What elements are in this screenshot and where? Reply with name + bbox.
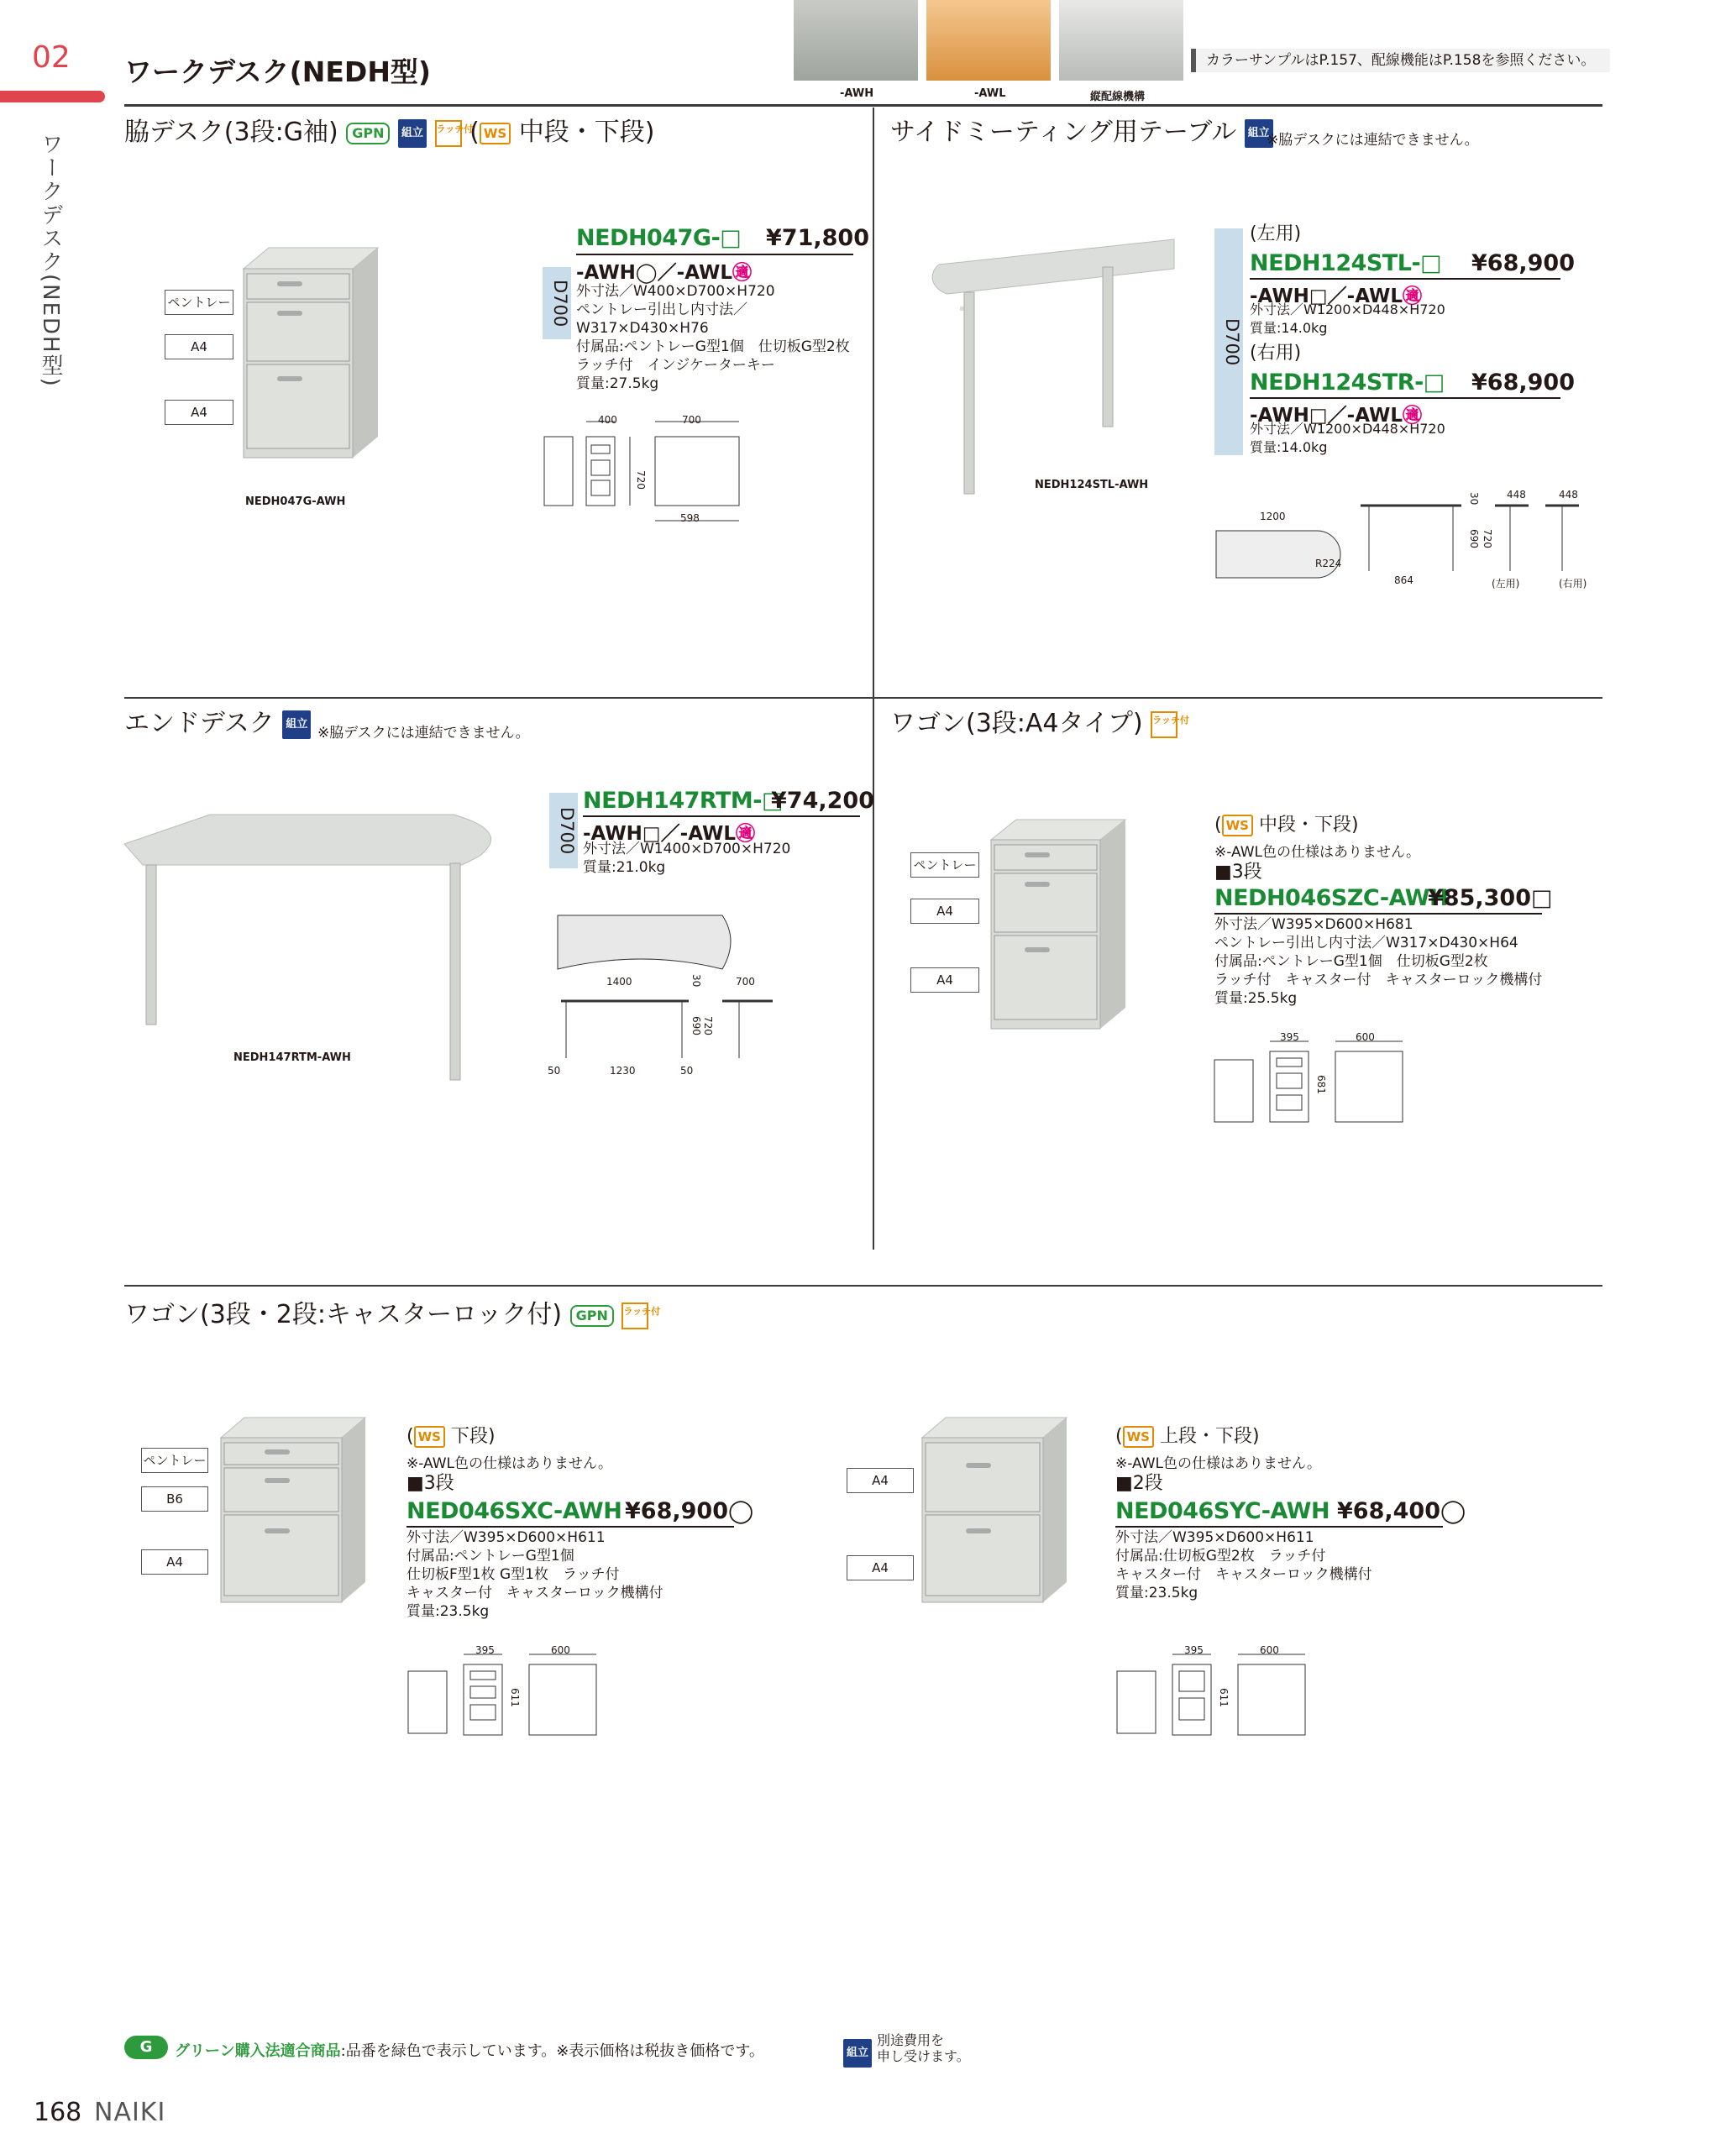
dimension-label: 395 [1280,1031,1299,1043]
side-desk-title-text: 脇デスク(3段:G袖) [124,118,338,147]
side-desk-image [235,244,386,462]
product-specs: 外寸法／W395×D600×H681 ペントレー引出し内寸法／W317×D430×H64 付属品:ペントレーG型1個 仕切板G型2枚 ラッチ付 キャスター付 キャスターロック機構付 質量:25.5kg [1214,916,1543,1007]
pentray-label: ペントレー [165,290,233,315]
product-code: NEDH047G-□ [576,225,742,251]
wagon-2tier-image [915,1414,1075,1624]
assembly-note: 別途費用を 申し受けます。 [877,2032,970,2064]
dimension-label: 720 [635,470,647,490]
product-price: ¥74,200 [771,788,874,814]
swatch-awh [794,0,918,81]
swatch-label-wiring: 縦配線機構 [1090,91,1146,103]
color-reference-note [1191,49,1610,72]
brand-name: NAIKI [94,2098,166,2127]
a4-label: A4 [910,967,979,993]
latch-badge: ラッチ付 [1151,711,1177,738]
end-desk-image [118,806,521,1092]
made-to-order-icon: ㊜ [1403,286,1423,307]
ws-note: ( WS 下段) [406,1426,496,1447]
dimension-label: 600 [1356,1031,1375,1043]
ws-badge: WS [414,1426,445,1448]
product-specs: 外寸法／W400×D700×H720 ペントレー引出し内寸法／ W317×D430×H76 付属品:ペントレーG型1個 仕切板G型2枚 ラッチ付 インジケーターキー 質量:27.5kg [576,283,850,392]
dimension-label: 448 [1559,489,1578,501]
product-specs: 外寸法／W1200×D448×H720 質量:14.0kg [1250,301,1445,336]
code-underline [1214,913,1542,915]
green-purchase-logo: G [124,2036,168,2059]
a4-label: A4 [141,1549,208,1575]
dimension-label: 864 [1394,574,1413,586]
latch-badge: ラッチ付 [435,120,462,147]
page-title: ワークデスク(NEDH型) [124,55,432,88]
product-specs: 外寸法／W1200×D448×H720 質量:14.0kg [1250,421,1445,455]
product-price: ¥68,900◯ [625,1498,754,1524]
ws-badge: WS [480,123,511,144]
dimension-label: 600 [1260,1644,1279,1656]
dimension-label: 50 [680,1065,694,1077]
made-to-order-icon: ㊜ [732,262,753,284]
paren-open: ( [469,118,480,147]
dimension-label: 611 [509,1688,521,1707]
product-code: NEDH124STL-□ [1250,250,1442,276]
dimension-label: 720 [702,1016,714,1035]
color-reference-text: カラーサンプルはP.157、配線機能はP.158を参照ください。 [1206,52,1596,69]
dimension-label: 30 [1468,492,1480,506]
code-underline [583,815,860,817]
gpn-badge: GPN [346,123,390,144]
made-to-order-icon: ㊜ [736,823,756,845]
product-code: NEDH147RTM-□ [583,788,783,814]
pentray-label: ペントレー [910,852,979,878]
side-table-image [897,227,1199,504]
assembly-badge: 組立 [282,710,311,739]
side-desk-title [124,118,654,148]
assembly-badge: 組立 [398,119,427,148]
swatch-label-awl: -AWL [974,87,1006,100]
product-code: NED046SXC-AWH [406,1498,622,1524]
swatch-awl [926,0,1051,81]
dimension-label: 690 [1468,529,1480,548]
a4-label: A4 [165,400,233,425]
pentray-label: ペントレー [141,1448,208,1473]
dimension-label: 700 [736,976,755,988]
dimension-label: 395 [1184,1644,1204,1656]
variants-text: -AWH□／-AWL [583,823,737,845]
green-text: :品番を緑色で表示しています。※表示価格は税抜き価格です。 [340,2042,764,2060]
made-to-order-icon: ㊜ [1403,405,1423,427]
b6-label: B6 [141,1486,208,1512]
left-label: (左用) [1250,223,1302,244]
awl-note: ※-AWL色の仕様はありません。 [406,1455,613,1472]
side-table-caption: NEDH124STL-AWH [1035,479,1149,491]
ws-badge: WS [1123,1426,1154,1448]
side-table-title-text: サイドミーティング用テーブル [890,118,1237,147]
end-desk-drawing [546,907,781,1075]
product-specs: 外寸法／W1400×D700×H720 質量:21.0kg [583,841,791,876]
chapter-accent-bar [0,91,105,102]
dimension-label: 598 [680,512,700,524]
product-price: ¥68,400◯ [1337,1498,1466,1524]
gpn-badge: GPN [570,1305,614,1327]
code-underline [406,1526,734,1528]
end-desk-title [124,709,311,739]
product-code: NEDH124STR-□ [1250,370,1445,396]
dimension-label: (左用) [1492,578,1520,590]
product-price: ¥68,900 [1471,370,1575,396]
side-chapter-title: ワークデスク(NEDH型) [38,133,63,388]
a4-label: A4 [847,1468,914,1493]
dimension-label: 1400 [606,976,632,988]
side-table-note: ※脇デスクには連結できません。 [1267,132,1479,149]
dimension-label: 681 [1315,1075,1327,1094]
a4-label: A4 [847,1555,914,1580]
column-divider [873,107,874,1250]
header-rule [124,104,1602,107]
wagon-2tier-drawing [1112,1646,1314,1747]
wagon-3tier-image [214,1414,374,1624]
depth-tag: D700 [543,267,571,339]
side-table-title [890,118,1273,148]
code-underline [576,254,853,255]
code-underline [1250,278,1560,280]
tier-label: ■3段 [406,1473,454,1494]
a4-label: A4 [910,899,979,924]
end-desk-note: ※脇デスクには連結できません。 [317,725,530,742]
dimension-label: 30 [690,974,702,988]
dimension-label: 448 [1507,489,1526,501]
paren-close: ) [644,118,655,147]
a4-label: A4 [165,334,233,359]
product-price: ¥68,900 [1471,250,1575,276]
side-desk-ws-note: 中段・下段 [518,118,645,147]
product-specs: 外寸法／W395×D600×H611 付属品:ペントレーG型1個 仕切板F型1枚 G型1枚 ラッチ付 キャスター付 キャスターロック機構付 質量:23.5kg [406,1529,663,1620]
product-specs: 外寸法／W395×D600×H611 付属品:仕切板G型2枚 ラッチ付 キャスター付 キャスターロック機構付 質量:23.5kg [1115,1529,1372,1601]
wagon-a4-image [983,815,1134,1041]
ws-note: ( WS 上段・下段) [1115,1426,1260,1447]
page-number: 168 [34,2098,82,2127]
swatch-label-awh: -AWH [840,87,874,100]
awl-note: ※-AWL色の仕様はありません。 [1214,844,1421,861]
swatch-wiring [1059,0,1183,81]
dimension-label: 600 [551,1644,570,1656]
code-underline [1115,1526,1443,1528]
green-purchase-note [175,2039,764,2061]
dimension-label: 1200 [1260,511,1286,522]
ws-note-text: 中段・下段) [1258,815,1359,836]
product-code: NED046SYC-AWH [1115,1498,1330,1524]
ws-note-text: 下段) [450,1426,496,1447]
dimension-label: 611 [1218,1688,1230,1707]
product-code: NEDH046SZC-AWH [1214,885,1449,911]
color-variants [576,257,752,285]
side-desk-caption: NEDH047G-AWH [245,495,346,508]
green-label: グリーン購入法適合商品 [175,2042,341,2060]
tier-label: ■2段 [1115,1473,1163,1494]
latch-badge: ラッチ付 [621,1303,648,1329]
end-desk-title-text: エンドデスク [124,709,275,738]
dimension-label: R224 [1315,558,1342,569]
awl-note: ※-AWL色の仕様はありません。 [1115,1455,1322,1472]
depth-tag: D700 [1214,228,1243,455]
wagon-lock-title-text: ワゴン(3段・2段:キャスターロック付) [124,1300,563,1329]
wagon-a4-title-text: ワゴン(3段:A4タイプ) [890,709,1143,738]
variants-text: -AWH◯／-AWL [576,262,733,284]
row-rule-1 [124,697,1602,699]
code-underline [1250,397,1560,399]
dimension-label: 690 [690,1016,702,1035]
chapter-number: 02 [32,40,71,75]
product-price: ¥85,300□ [1428,885,1553,911]
ws-note-text: 上段・下段) [1159,1426,1260,1447]
end-desk-caption: NEDH147RTM-AWH [233,1051,351,1064]
wagon-lock-title [124,1300,661,1330]
assembly-badge: 組立 [843,2039,872,2068]
dimension-label: 1230 [610,1065,636,1077]
tier-label: ■3段 [1214,862,1262,883]
dimension-label: 50 [548,1065,561,1077]
right-label: (右用) [1250,343,1302,364]
wagon-a4-title [890,709,1190,739]
dimension-label: 400 [598,414,617,426]
product-price: ¥71,800 [766,225,869,251]
row-rule-2 [124,1285,1602,1287]
variants-text: -AWH□／-AWL [1250,286,1403,307]
ws-badge: WS [1222,815,1253,836]
dimension-label: (右用) [1559,578,1587,590]
dimension-label: 395 [475,1644,495,1656]
depth-tag: D700 [549,793,578,868]
dimension-label: 700 [682,414,701,426]
dimension-label: 720 [1482,529,1493,548]
ws-note: ( WS 中段・下段) [1214,815,1359,836]
side-desk-drawing [538,411,756,529]
assembly-badge: 組立 [1245,119,1273,148]
variants-text: -AWH□／-AWL [1250,405,1403,427]
wagon-a4-drawing [1209,1033,1411,1134]
wagon-3tier-drawing [403,1646,605,1747]
